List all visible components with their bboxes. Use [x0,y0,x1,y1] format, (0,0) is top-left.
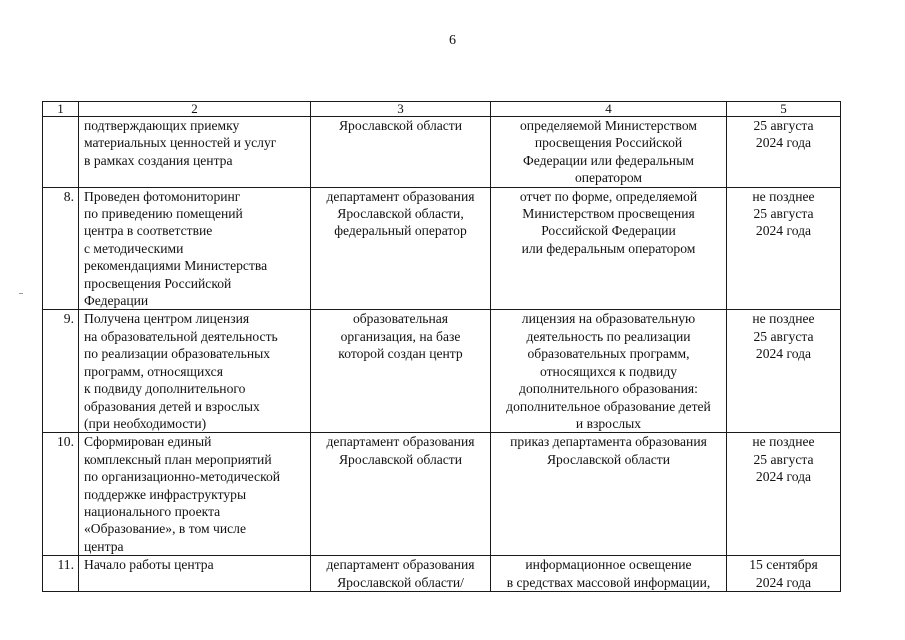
deadline-line: 25 августа [753,451,814,467]
responsible-line: департамент образования [326,557,475,573]
document-line: Федерации или федеральным [523,152,694,168]
deadline-line: 2024 года [755,135,812,151]
table-row-continued [43,117,841,188]
responsible-line: федеральный оператор [334,223,467,239]
task-line: по реализации образовательных [84,346,271,362]
document-line: и взрослых [575,415,642,431]
header-cell-col2: 2 [79,102,311,117]
table-row-9 [43,310,841,433]
task-line: в рамках создания центра [84,152,233,168]
responsible-cell [311,187,491,310]
document-cell [491,433,727,556]
task-cell [79,187,311,310]
task-line: Проведен фотомониторинг [84,188,241,204]
document-line: оператором [574,170,643,186]
document-line: или федеральным оператором [521,240,696,256]
deadline-line: 2024 года [755,469,812,485]
header-cell-col4: 4 [491,102,727,117]
document-line: Ярославской области [546,451,671,467]
task-line: материальных ценностей и услуг [84,135,277,151]
task-line: программ, относящихся [84,363,223,379]
task-line: просвещения Российской [84,275,232,291]
document-cell [491,117,727,188]
document-line: дополнительное образование детей [506,398,711,414]
task-line: по приведению помещений [84,206,243,222]
page-number: 6 [449,33,456,48]
header-cell-col3: 3 [311,102,491,117]
document-line: в средствах массовой информации, [506,574,711,590]
task-line: рекомендациями Министерства [84,258,268,274]
table-header-row [43,102,841,117]
task-line: (при необходимости) [84,415,207,431]
document-line: Министерством просвещения [522,206,695,222]
document-line: просвещения Российской [534,135,683,151]
task-line: центра [84,538,124,554]
row-number-cell: 9. [43,310,79,433]
task-line: комплексный план мероприятий [84,451,272,467]
task-line: на образовательной деятельность [84,328,278,344]
header-cell-col5: 5 [727,102,841,117]
scan-speck [19,293,23,294]
document-line: дополнительного образования: [519,381,698,397]
document-line: деятельность по реализации [526,328,691,344]
document-cell [491,187,727,310]
responsible-line: департамент образования [326,188,475,204]
deadline-line: 25 августа [753,206,814,222]
responsible-cell [311,433,491,556]
row-number-cell: 11. [43,556,79,592]
responsible-line: Ярославской области, [337,206,464,222]
deadline-line: 2024 года [755,346,812,362]
responsible-line: Ярославской области/ [337,574,464,590]
document-line: лицензия на образовательную [521,311,696,327]
document-cell [491,310,727,433]
task-cell [79,556,311,592]
task-cell [79,310,311,433]
deadline-line: не позднее [752,311,815,327]
row-number-cell [43,117,79,188]
deadline-line: 25 августа [753,118,814,133]
document-line: приказ департамента образования [510,434,707,450]
task-line: к подвиду дополнительного [84,381,246,397]
deadline-line: 25 августа [753,328,814,344]
task-line: поддержке инфраструктуры [84,486,247,502]
deadline-line: 2024 года [755,574,812,590]
row-number-cell: 8. [43,187,79,310]
responsible-line: организация, на базе [340,328,461,344]
responsible-cell [311,556,491,592]
document-line: информационное освещение [525,557,692,573]
responsible-line: департамент образования [326,434,475,450]
table-row-8 [43,187,841,310]
task-line: с методическими [84,240,184,256]
document-line: образовательных программ, [527,346,690,362]
task-line: подтверждающих приемку [84,118,240,133]
responsible-line: Ярославской области [338,118,463,133]
deadline-line: 15 сентября [749,557,818,573]
task-line: Получена центром лицензия [84,311,250,327]
tasks-table [42,101,841,592]
task-line: Федерации [84,293,149,309]
task-cell [79,433,311,556]
deadline-line: 2024 года [755,223,812,239]
document-line: Российской Федерации [541,223,676,239]
responsible-line: которой создан центр [338,346,463,362]
document-line: отчет по форме, определяемой [519,188,698,204]
responsible-line: образовательная [352,311,449,327]
header-cell-col1: 1 [43,102,79,117]
deadline-cell [727,433,841,556]
responsible-cell [311,117,491,188]
task-line: центра в соответствие [84,223,213,239]
document-line: относящихся к подвиду [539,363,678,379]
task-line: по организационно-методической [84,469,281,485]
responsible-line: Ярославской области [338,451,463,467]
row-number-cell: 10. [43,433,79,556]
document-line: определяемой Министерством [520,118,697,133]
table-row-10 [43,433,841,556]
deadline-cell [727,310,841,433]
task-line: Начало работы центра [84,557,214,573]
deadline-cell [727,556,841,592]
task-line: Сформирован единый [84,434,212,450]
table-row-11 [43,556,841,592]
task-line: «Образование», в том числе [84,521,246,537]
responsible-cell [311,310,491,433]
document-cell [491,556,727,592]
deadline-cell [727,187,841,310]
deadline-line: не позднее [752,434,815,450]
task-line: национального проекта [84,503,221,519]
task-line: образования детей и взрослых [84,398,260,414]
deadline-cell [727,117,841,188]
task-cell [79,117,311,188]
deadline-line: не позднее [752,188,815,204]
